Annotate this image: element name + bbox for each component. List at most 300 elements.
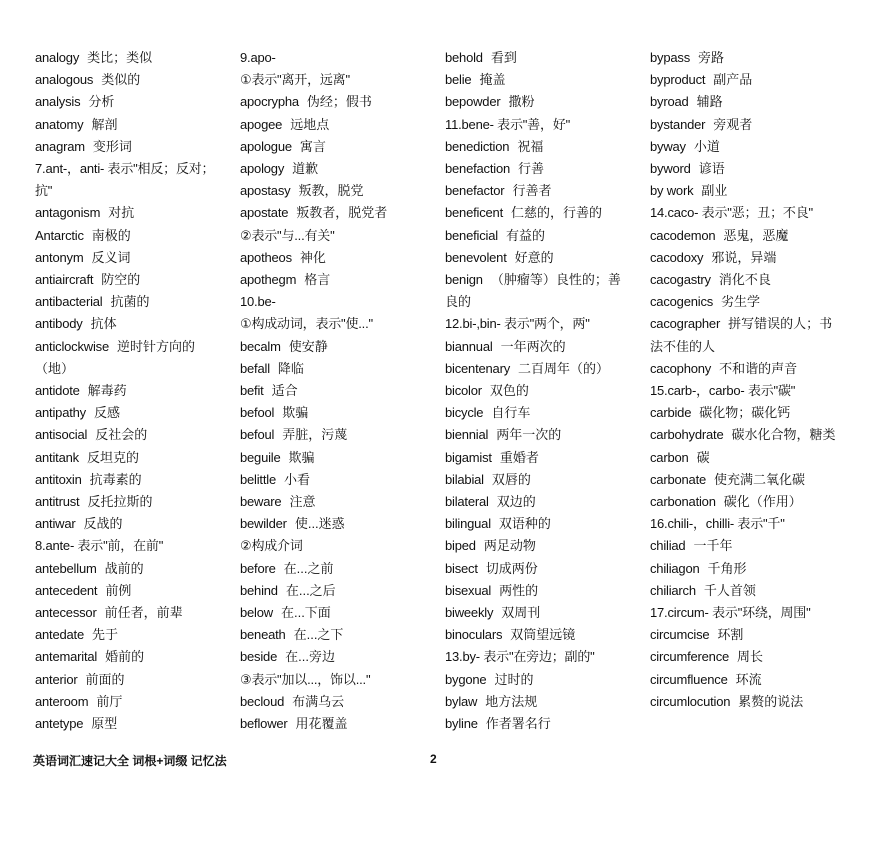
vocab-entry	[240, 202, 440, 224]
entry-term: carbon	[650, 449, 689, 465]
entry-meaning: 欺骗	[288, 449, 315, 465]
entry-meaning: 原型	[91, 716, 118, 732]
entry-term: antisocial	[35, 427, 88, 443]
vocab-entry	[445, 114, 645, 136]
vocab-entry	[35, 158, 223, 202]
entry-term: beneath	[240, 627, 286, 643]
vocab-entry	[445, 269, 633, 313]
entry-term: antedate	[35, 627, 85, 643]
vocab-entry	[445, 91, 645, 113]
vocab-entry	[35, 424, 235, 446]
vocab-entry	[240, 269, 440, 291]
vocab-entry	[35, 669, 235, 691]
entry-term: carbohydrate	[650, 427, 724, 443]
entry-term: apothegm	[240, 272, 297, 288]
entry-meaning: 碳化物；碳化钙	[699, 405, 791, 421]
entry-term: bicycle	[445, 405, 484, 421]
vocab-entry	[650, 558, 850, 580]
entry-meaning: 祝福	[517, 138, 544, 154]
entry-term: beware	[240, 494, 282, 510]
entry-meaning: 在...旁边	[285, 649, 335, 665]
vocab-entry	[445, 646, 645, 668]
vocab-entry	[35, 402, 235, 424]
vocab-entry	[445, 313, 645, 335]
vocab-entry	[240, 624, 440, 646]
vocab-entry	[240, 535, 440, 557]
entry-term: bystander	[650, 116, 706, 132]
vocab-entry	[240, 402, 440, 424]
entry-term: bisexual	[445, 582, 492, 598]
entry-meaning: 旁路	[698, 50, 725, 65]
entry-term: anteroom	[35, 693, 89, 709]
vocab-entry	[35, 513, 235, 535]
vocab-entry	[445, 469, 645, 491]
entry-meaning: 副产品	[713, 72, 753, 88]
entry-term: byway	[650, 138, 686, 154]
vocab-entry	[445, 669, 645, 691]
entry-term: biped	[445, 538, 476, 554]
entry-meaning: 叛教，脱党	[298, 183, 364, 199]
vocab-entry	[240, 358, 440, 380]
vocab-entry	[240, 602, 440, 624]
entry-term: 16.chili-，chilli- 表示"千"	[650, 516, 785, 532]
entry-meaning: 反义词	[91, 249, 131, 265]
entry-term: analysis	[35, 94, 81, 110]
entry-meaning: 抗体	[90, 316, 117, 332]
entry-term: anterior	[35, 671, 78, 687]
entry-meaning: 二百周年（的）	[518, 360, 610, 376]
entry-term: antitank	[35, 449, 79, 465]
entry-term: byline	[445, 716, 478, 732]
entry-term: carbonation	[650, 494, 716, 510]
vocab-entry	[35, 380, 235, 402]
entry-term: by work	[650, 183, 694, 199]
entry-term: analogy	[35, 50, 80, 65]
entry-term: cacodoxy	[650, 249, 704, 265]
vocab-entry	[240, 469, 440, 491]
entry-term: antitrust	[35, 494, 80, 510]
vocab-entry	[650, 691, 850, 713]
entry-term: antiwar	[35, 516, 76, 532]
entry-term: beneficent	[445, 205, 503, 221]
entry-term: antecessor	[35, 605, 97, 621]
entry-term: beside	[240, 649, 278, 665]
entry-term: chiliagon	[650, 560, 700, 576]
entry-term: benediction	[445, 138, 510, 154]
vocab-entry	[445, 558, 645, 580]
entry-meaning: 欺骗	[282, 405, 309, 421]
entry-meaning: 前面的	[85, 671, 125, 687]
entry-meaning: 分析	[88, 94, 115, 110]
entry-term: antebellum	[35, 560, 97, 576]
entry-meaning: 防空的	[101, 272, 141, 288]
vocab-entry	[650, 180, 850, 202]
vocab-entry	[240, 491, 440, 513]
entry-meaning: 好意的	[514, 249, 554, 265]
entry-term: apogee	[240, 116, 283, 132]
vocab-entry	[35, 225, 235, 247]
vocab-entry	[445, 402, 645, 424]
entry-meaning: 仁慈的，行善的	[511, 205, 603, 221]
entry-meaning: 反社会的	[95, 427, 148, 443]
vocab-entry	[650, 646, 850, 668]
page-number: 2	[430, 752, 437, 766]
vocab-entry	[445, 158, 645, 180]
entry-meaning: 在...之前	[283, 560, 334, 576]
entry-meaning: 布满乌云	[292, 693, 345, 709]
entry-meaning: 碳水化合物，糖类	[731, 427, 836, 443]
vocab-entry	[240, 114, 440, 136]
entry-meaning: 双边的	[496, 494, 536, 510]
vocab-entry	[240, 225, 440, 247]
vocab-entry	[240, 91, 440, 113]
entry-meaning: 劣生学	[721, 294, 761, 310]
entry-term: becloud	[240, 693, 285, 709]
entry-term: antiaircraft	[35, 272, 94, 288]
entry-meaning: 累赘的说法	[738, 693, 804, 709]
entry-term: byproduct	[650, 72, 706, 88]
vocab-entry	[240, 158, 440, 180]
entry-term: biweekly	[445, 605, 494, 621]
entry-meaning: 先于	[92, 627, 119, 643]
entry-meaning: 前例	[105, 582, 132, 598]
vocab-entry	[445, 447, 645, 469]
vocab-entry	[650, 136, 850, 158]
entry-term: circumference	[650, 649, 730, 665]
entry-meaning: 谚语	[698, 161, 725, 177]
entry-term: bylaw	[445, 693, 478, 709]
entry-term: cacogastry	[650, 272, 711, 288]
entry-meaning: 道歉	[292, 161, 319, 177]
vocab-entry	[240, 47, 440, 69]
vocab-entry	[240, 180, 440, 202]
entry-term: bicentenary	[445, 360, 511, 376]
entry-term: apocrypha	[240, 94, 299, 110]
entry-term: 17.circum- 表示"环绕，周围"	[650, 605, 811, 621]
vocab-entry	[650, 624, 850, 646]
entry-term: 15.carb-，carbo- 表示"碳"	[650, 383, 796, 399]
vocab-entry	[445, 69, 645, 91]
entry-term: chiliarch	[650, 582, 696, 598]
entry-meaning: 自行车	[491, 405, 531, 421]
entry-term: benign	[445, 272, 483, 288]
entry-term: carbide	[650, 405, 692, 421]
entry-term: benefactor	[445, 183, 505, 199]
entry-meaning: 小道	[693, 138, 720, 154]
entry-term: behind	[240, 582, 278, 598]
entry-term: bypass	[650, 50, 690, 65]
vocab-entry	[240, 713, 440, 735]
entry-term: 14.caco- 表示"恶；丑；不良"	[650, 205, 813, 221]
vocab-entry	[35, 69, 235, 91]
vocab-entry	[445, 358, 645, 380]
entry-term: 12.bi-,bin- 表示"两个，两"	[445, 316, 590, 332]
entry-term: carbonate	[650, 471, 707, 487]
entry-term: antecedent	[35, 582, 98, 598]
entry-term: becalm	[240, 338, 281, 354]
entry-term: bewilder	[240, 516, 287, 532]
entry-meaning: 一年两次的	[500, 338, 566, 354]
vocab-entry	[35, 247, 235, 269]
vocab-entry	[35, 114, 235, 136]
footer-title: 英语词汇速记大全 词根+词缀 记忆法	[33, 754, 227, 768]
entry-term: bicolor	[445, 383, 482, 399]
entry-meaning: 撒粉	[508, 94, 535, 110]
vocab-entry	[35, 469, 235, 491]
vocab-entry	[445, 380, 645, 402]
entry-term: antipathy	[35, 405, 86, 421]
entry-term: ①表示"离开，远离"	[240, 72, 350, 88]
entry-meaning: 两性的	[499, 582, 539, 598]
vocab-entry	[240, 580, 440, 602]
vocab-entry	[35, 47, 235, 69]
entry-term: apostate	[240, 205, 289, 221]
entry-meaning: 反托拉斯的	[87, 494, 153, 510]
vocab-entry	[35, 646, 235, 668]
entry-term: apologue	[240, 138, 292, 154]
vocab-entry	[650, 69, 850, 91]
entry-term: 7.ant-，anti- 表示"相反；反对；抗"	[35, 161, 215, 199]
vocab-entry	[35, 91, 235, 113]
vocab-entry	[240, 513, 440, 535]
entry-meaning: 小看	[283, 471, 310, 487]
entry-term: 11.bene- 表示"善，好"	[445, 116, 570, 132]
entry-term: befool	[240, 405, 275, 421]
entry-meaning: 用花覆盖	[295, 716, 348, 732]
vocab-entry	[35, 202, 235, 224]
entry-term: antemarital	[35, 649, 98, 665]
entry-term: belie	[445, 72, 472, 88]
entry-meaning: 南极的	[91, 227, 131, 243]
vocab-entry	[445, 225, 645, 247]
entry-term: before	[240, 560, 276, 576]
entry-meaning: 婚前的	[105, 649, 145, 665]
entry-term: bisect	[445, 560, 478, 576]
entry-term: apostasy	[240, 183, 291, 199]
entry-meaning: 辅路	[696, 94, 723, 110]
vocab-entry	[35, 136, 235, 158]
entry-term: beflower	[240, 716, 288, 732]
entry-meaning: 周长	[737, 649, 764, 665]
entry-term: benevolent	[445, 249, 507, 265]
vocab-entry	[240, 447, 440, 469]
vocab-entry	[650, 247, 850, 269]
entry-meaning: 不和谐的声音	[719, 360, 798, 376]
vocab-entry	[445, 336, 645, 358]
entry-meaning: 双筒望远镜	[510, 627, 576, 643]
entry-term: anagram	[35, 138, 85, 154]
entry-meaning: 反感	[93, 405, 120, 421]
vocab-entry	[650, 447, 850, 469]
vocab-entry	[240, 313, 440, 335]
entry-term: antibacterial	[35, 294, 103, 310]
entry-meaning: 反战的	[83, 516, 123, 532]
entry-meaning: 碳	[696, 449, 710, 465]
vocab-entry	[650, 469, 850, 491]
entry-meaning: 战前的	[104, 560, 144, 576]
vocab-entry	[35, 558, 235, 580]
entry-term: antonym	[35, 249, 84, 265]
vocab-entry	[650, 535, 850, 557]
entry-meaning: 消化不良	[718, 272, 771, 288]
entry-meaning: 对抗	[108, 205, 135, 221]
entry-meaning: 叛教者，脱党者	[296, 205, 388, 221]
entry-meaning: 适合	[271, 383, 298, 399]
vocab-entry	[35, 269, 235, 291]
entry-meaning: 恶鬼，恶魔	[723, 227, 789, 243]
entry-term: analogous	[35, 72, 94, 88]
entry-term: byroad	[650, 94, 689, 110]
vocab-entry	[35, 535, 235, 557]
entry-term: 13.by- 表示"在旁边；副的"	[445, 649, 595, 665]
entry-meaning: 伪经；假书	[306, 94, 372, 110]
entry-meaning: 在...之后	[285, 582, 336, 598]
vocab-entry	[445, 713, 645, 735]
vocab-entry	[650, 291, 850, 313]
entry-term: cacogenics	[650, 294, 714, 310]
entry-meaning: 使充满二氧化碳	[714, 471, 806, 487]
vocab-entry	[650, 380, 850, 402]
vocab-entry	[445, 247, 645, 269]
entry-meaning: 使安静	[288, 338, 328, 354]
entry-meaning: 看到	[490, 50, 517, 65]
entry-meaning: 行善者	[512, 183, 552, 199]
entry-term: apology	[240, 161, 285, 177]
vocab-entry	[240, 646, 440, 668]
vocab-entry	[35, 580, 235, 602]
entry-meaning: 旁观者	[713, 116, 753, 132]
entry-meaning: 前厅	[96, 693, 123, 709]
vocab-entry	[445, 180, 645, 202]
entry-meaning: 环流	[735, 671, 762, 687]
entry-meaning: 作者署名行	[485, 716, 551, 732]
entry-meaning: 过时的	[494, 671, 534, 687]
entry-term: bilingual	[445, 516, 491, 532]
vocab-entry	[35, 291, 235, 313]
vocab-entry	[650, 513, 850, 535]
column-3	[445, 47, 645, 735]
entry-term: 9.apo-	[240, 50, 276, 65]
entry-term: belittle	[240, 471, 276, 487]
vocab-entry	[240, 136, 440, 158]
vocab-entry	[445, 691, 645, 713]
entry-term: ①构成动词，表示"使..."	[240, 316, 373, 332]
entry-meaning: 两足动物	[483, 538, 536, 554]
entry-term: Antarctic	[35, 227, 84, 243]
entry-meaning: 双周刊	[501, 605, 541, 621]
vocab-entry	[35, 447, 235, 469]
vocab-entry	[445, 535, 645, 557]
entry-meaning: 双色的	[489, 383, 529, 399]
vocab-entry	[650, 313, 838, 357]
vocab-entry	[445, 136, 645, 158]
entry-term: bygone	[445, 671, 487, 687]
entry-meaning: 反坦克的	[86, 449, 139, 465]
entry-meaning: 格言	[304, 272, 331, 288]
entry-meaning: 前任者，前辈	[104, 605, 183, 621]
vocab-entry	[240, 69, 440, 91]
entry-meaning: 地方法规	[485, 693, 538, 709]
entry-term: benefaction	[445, 161, 511, 177]
entry-term: antetype	[35, 716, 84, 732]
entry-term: antitoxin	[35, 471, 82, 487]
entry-meaning: 逆时针方向的（地）	[35, 338, 196, 376]
vocab-entry	[650, 580, 850, 602]
entry-term: befit	[240, 383, 264, 399]
entry-term: bigamist	[445, 449, 492, 465]
entry-term: befoul	[240, 427, 275, 443]
vocab-entry	[240, 380, 440, 402]
entry-term: byword	[650, 161, 691, 177]
entry-meaning: 远地点	[290, 116, 330, 132]
entry-meaning: 抗毒素的	[89, 471, 142, 487]
vocab-entry	[650, 402, 850, 424]
vocab-entry	[240, 558, 440, 580]
entry-meaning: 碳化（作用）	[723, 494, 802, 510]
entry-meaning: 重婚者	[499, 449, 539, 465]
vocab-entry	[650, 669, 850, 691]
entry-term: behold	[445, 50, 483, 65]
entry-term: antidote	[35, 383, 80, 399]
vocab-entry	[240, 669, 440, 691]
entry-meaning: 降临	[277, 360, 304, 376]
entry-term: circumfluence	[650, 671, 728, 687]
vocab-entry	[445, 624, 645, 646]
entry-term: cacophony	[650, 360, 712, 376]
entry-meaning: 一千年	[693, 538, 733, 554]
entry-meaning: 类似的	[101, 72, 141, 88]
entry-meaning: 使...迷惑	[294, 516, 345, 532]
entry-meaning: 千人首领	[703, 582, 756, 598]
entry-meaning: 在...下面	[280, 605, 331, 621]
entry-meaning: 有益的	[505, 227, 545, 243]
entry-meaning: 环割	[717, 627, 744, 643]
vocab-entry	[650, 491, 850, 513]
vocab-entry	[240, 291, 440, 313]
entry-meaning: 双语种的	[498, 516, 551, 532]
entry-term: bepowder	[445, 94, 501, 110]
entry-term: ②构成介词	[240, 538, 303, 554]
entry-term: biannual	[445, 338, 493, 354]
entry-term: anatomy	[35, 116, 84, 132]
entry-meaning: 类比；类似	[87, 50, 153, 65]
vocab-entry	[650, 202, 850, 224]
vocab-entry	[650, 158, 850, 180]
vocab-entry	[650, 114, 850, 136]
entry-meaning: 神化	[299, 249, 326, 265]
entry-term: cacographer	[650, 316, 721, 332]
entry-meaning: 千角形	[707, 560, 747, 576]
entry-meaning: 行善	[518, 161, 545, 177]
entry-meaning: 解剖	[91, 116, 118, 132]
vocab-entry	[445, 602, 645, 624]
vocab-entry	[650, 358, 850, 380]
vocab-entry	[35, 602, 235, 624]
vocab-entry	[35, 713, 235, 735]
entry-term: apotheos	[240, 249, 292, 265]
entry-meaning: 变形词	[92, 138, 132, 154]
column-4	[650, 47, 850, 713]
vocab-entry	[35, 336, 223, 380]
entry-meaning: 邪说，异端	[711, 249, 777, 265]
vocab-entry	[650, 269, 850, 291]
vocab-entry	[240, 691, 440, 713]
vocab-entry	[445, 513, 645, 535]
entry-term: circumcise	[650, 627, 710, 643]
column-1	[35, 47, 235, 735]
vocab-entry	[650, 225, 850, 247]
entry-meaning: 解毒药	[87, 383, 127, 399]
